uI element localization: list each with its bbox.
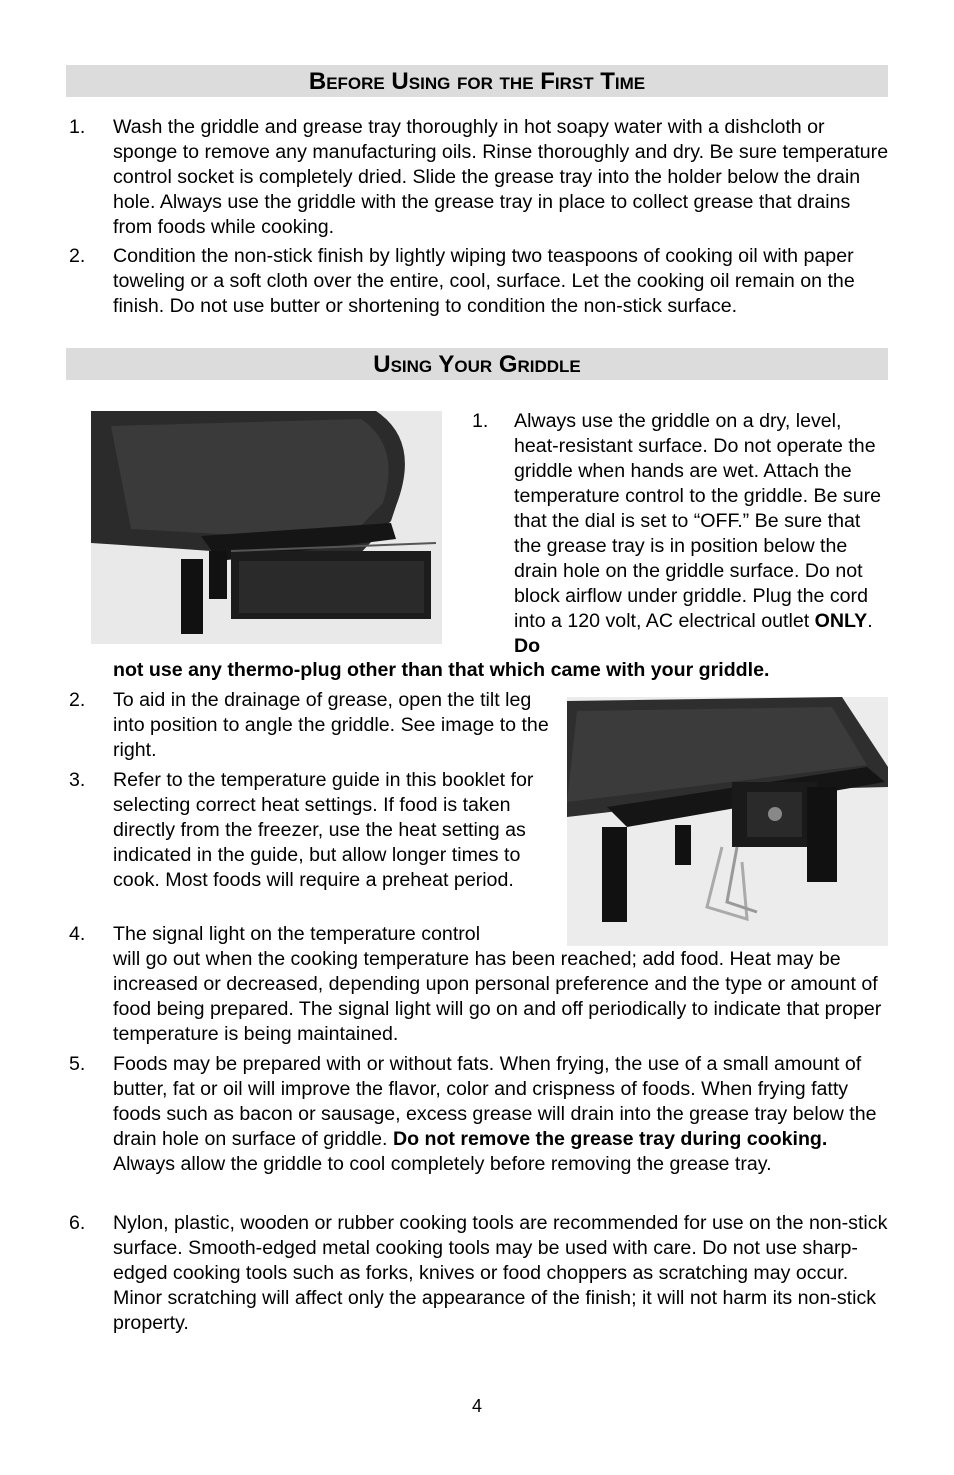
list-number: 6. <box>69 1212 86 1234</box>
list-item-text: Nylon, plastic, wooden or rubber cooking tools are recommended for use on the non-stick surface. Smooth-edged metal cooking tools may be used with care. Do not use sharp-edged cooking tools such as forks, knives or food choppers as scratching may occur. Minor scratching will affect only the appearance of the finish; it will not harm its non-stick property. <box>113 1212 888 1334</box>
list-item-text: To aid in the drainage of grease, open the tilt leg into position to angle the griddle. See image to the right. <box>113 689 549 761</box>
list-number: 3. <box>69 769 86 791</box>
section-header-first-time <box>66 65 888 97</box>
list-number: 1. <box>472 410 489 432</box>
item1-text: Always use the griddle on a dry, level, heat-resistant surface. Do not operate the griddle when hands are wet. Attach the temperature control to the griddle. Be sure that the dial is set to “OFF.” Be sure that the grease tray is in position below the drain hole on the griddle surface. Do not block airflow under griddle. Plug the cord into a 120 volt, AC electrical outlet <box>514 410 882 632</box>
item1-sep: . <box>867 610 873 632</box>
list-number: 2. <box>69 689 86 711</box>
section-title: Before Using for the First Time <box>308 68 646 95</box>
list-item-text-bold: not use any thermo-plug other than that which came with your griddle. <box>113 659 770 681</box>
list-item-text: will go out when the cooking temperature has been reached; add food. Heat may be increased or decreased, depending upon personal preference and the type or amount of food being prepared. The signal light will go on and off periodically to indicate that proper temperature is being maintained. <box>113 948 882 1045</box>
list-item-text <box>514 409 890 659</box>
page-number: 4 <box>471 1396 482 1416</box>
list-number: 4. <box>69 923 86 945</box>
item5-after: Always allow the griddle to cool completely before removing the grease tray. <box>113 1153 772 1175</box>
griddle-grease-tray-photo <box>91 411 442 644</box>
item5-bold: Do not remove the grease tray during cooking. <box>392 1128 828 1150</box>
list-item-text: Refer to the temperature guide in this booklet for selecting correct heat settings. If food is taken directly from the freezer, use the heat setting as indicated in the guide, but allow longer times to cook. Most foods will require a preheat period. <box>113 769 534 891</box>
item1-bold-only: ONLY <box>814 610 868 632</box>
list-item-text-line1: The signal light on the temperature control <box>113 923 481 945</box>
list-number: 1. <box>69 116 86 138</box>
list-number: 5. <box>69 1053 86 1075</box>
list-item-text: Wash the griddle and grease tray thoroughly in hot soapy water with a dishcloth or sponge to remove any manufacturing oils. Rinse thoroughly and dry. Be sure temperature control socket is completely dried. Slide the grease tray into the holder below the drain hole. Always use the griddle with the grease tray in place to collect grease that drains from foods while cooking. <box>113 116 889 238</box>
list-item-text: Condition the non-stick finish by lightly wiping two teaspoons of cooking oil with paper toweling or a soft cloth over the entire, cool, surface. Let the cooking oil remain on the finish. Do not use butter or shortening to condition the non-stick surface. <box>113 245 855 317</box>
item5-text: Foods may be prepared with or without fats. When frying, the use of a small amount of butter, fat or oil will improve the flavor, color and crispness of foods. When frying fatty foods such as bacon or sausage, excess grease will drain into the grease tray below the drain hole on surface of griddle. <box>113 1053 877 1150</box>
item1-bold-do: Do <box>514 635 541 657</box>
list-item-text <box>113 1052 891 1177</box>
list-number: 2. <box>69 245 86 267</box>
section-title: Using Your Griddle <box>373 351 581 378</box>
section-header-using-griddle <box>66 348 888 380</box>
griddle-tilt-leg-photo <box>567 697 888 946</box>
